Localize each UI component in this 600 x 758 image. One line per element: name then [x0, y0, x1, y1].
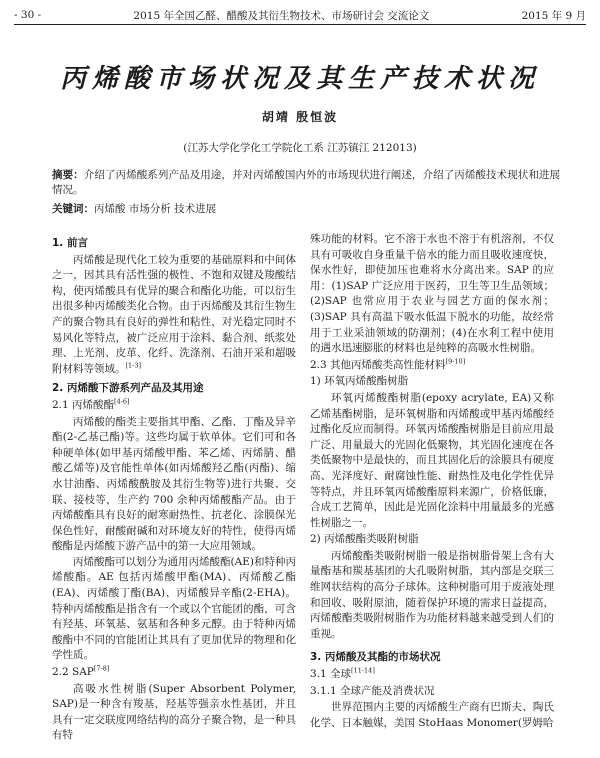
abstract-text: 介绍了丙烯酸系列产品及用途，并对丙烯酸国内外的市场现状进行阐述，介绍了丙烯酸技术现状和进展情况。	[52, 169, 561, 196]
paragraph: 殊功能的材料。它不溶于水也不溶于有机溶剂，不仅具有可吸收自身重量千倍水的能力而且吸收速度快，保水性好，即使加压也难将水分离出来。SAP 的应用：(1)SAP 广泛应用于医药，卫生等卫生品领域；(2)SAP 也常应用于农业与园艺方面的保水剂；(3)SAP 具有高温下吸水低温下脱水的功能，故经常用于工业采油领域的防潮剂；(4)在水利工程中使用的遇水迅速膨胀的材料也是纯粹的高吸水性树脂。	[310, 233, 554, 355]
subsection-heading: 2.2 SAP[7-8]	[52, 664, 110, 679]
page-number: - 30 -	[14, 9, 42, 21]
paragraph: 丙烯酸酯可以划分为通用丙烯酸酯(AE)和特种丙烯酸酯。AE 包括丙烯酸甲酯(MA)、丙烯酸乙酯(EA)、丙烯酸丁酯(BA)、丙烯酸异辛酯(2-EHA)。特种丙烯酸酯是指含有一个或以个官能团的酯，可含有羟基、环氧基、氨基和各种多元醇。由于特种丙烯酸酯中不同的官能团让其具有了更加优异的物理和化学性质。	[52, 555, 296, 662]
citation: [11-14]	[351, 666, 375, 675]
paragraph: 环氧丙烯酸酯树脂(epoxy acrylate, EA)又称乙烯基酯树脂，是环氧树脂和丙烯酸或甲基丙烯酸经过酯化反应而制得。环氧丙烯酸酯树脂是目前应用最广泛、用量最大的光固化低聚物，其光固化速度在各类低聚物中是最快的，而且其固化后的涂膜具有硬度高、光泽度好、耐腐蚀性能、耐热性及电化学性优异等特点，并且环氧丙烯酸酯原料来源广，价格低廉，合成工艺简单，因此是光固化涂料中用量最多的光感性树脂之一。	[310, 391, 554, 529]
citation: [9-10]	[445, 357, 466, 366]
keywords-text: 丙烯酸 市场分析 技术进展	[94, 203, 217, 215]
subsection-heading: 2.1 丙烯酸酯[4-6]	[52, 397, 130, 411]
citation: [7-8]	[93, 664, 110, 673]
keywords-label: 关键词：	[52, 203, 94, 215]
paper-title: 丙烯酸市场状况及其生产技术状况	[59, 64, 540, 94]
affiliation: (江苏大学化学化工学院化工系 江苏镇江 212013)	[183, 142, 417, 154]
paragraph: 丙烯酸酯类吸附树脂一般是指树脂骨架上含有大量酯基和羰基基团的大孔吸附树脂，其内部是交联三维网状结构的高分子球体。这种树脂可用于废液处理和回收、吸附原油，随着保护环境的需求日益提高，丙烯酸酯类吸附树脂作为功能材料越来越受到人们的重视。	[310, 549, 554, 640]
issue-date: 2015 年 9 月	[521, 9, 586, 22]
paragraph: 丙烯酸是现代化工较为重要的基础原料和中间体之一，因其具有活性强的极性、不饱和双键及羧酸结构，使丙烯酸具有优异的聚合和酯化功能，可以衍生出很多种丙烯酸类化合物。由于丙烯酸及其衍生物生产的聚合物具有良好的弹性和粘性，对光稳定同时不易风化等特点，被广泛应用于涂料、黏合剂、纸浆处理、上光剂、皮革、化纤、洗涤剂、石油开采和超吸附材料等领域。[1-3]	[52, 253, 296, 375]
conference-name: 2015 年全国乙醛、醋酸及其衍生物技术、市场研讨会 交流论文	[133, 9, 430, 22]
section-heading: 2. 丙烯酸下游系列产品及其用途	[52, 382, 204, 395]
paragraph: 高吸水性树脂(Super Absorbent Polymer, SAP)是一种含有羧基，羟基等强亲水性基团，并且具有一定交联度网络结构的高分子聚合物，是一种具有特	[52, 682, 296, 742]
abstract-label: 摘要：	[52, 169, 84, 181]
left-column	[52, 232, 296, 744]
section-heading: 3. 丙烯酸及其酯的市场状况	[310, 651, 441, 664]
subsection-heading: 2.3 其他丙烯酸类高性能材料[9-10]	[310, 357, 466, 371]
list-heading: 1) 环氧丙烯酸酯树脂	[310, 375, 409, 388]
paragraph: 丙烯酸的酯类主要指其甲酯、乙酯、丁酯及异辛酯(2-乙基己酯)等。这些均属于软单体。它们可和各种硬单体(如甲基丙烯酸甲酯、苯乙烯、丙烯腈、醋酸乙烯等)及官能性单体(如丙烯酸羟乙酯(丙酯)、缩水甘油酯、丙烯酸酰胺及其衍生物等)进行共聚、交联、接枝等，生产约 700 余种丙烯酸酯产品。由于丙烯酸酯具有良好的耐寒耐热性、抗老化、涂膜保光保色性好，耐酸耐碱和对环境友好的特性，使得丙烯酸酯是丙烯酸下游产品中的第一大应用领域。	[52, 415, 296, 553]
authors: 胡靖 殷恒波	[261, 110, 339, 124]
citation: [4-6]	[114, 397, 130, 406]
section-heading: 1. 前言	[52, 237, 88, 249]
paragraph: 世界范围内主要的丙烯酸生产商有巴斯夫、陶氏化学、日本触媒，美国 StoHaas Monomer(罗姆哈	[310, 701, 554, 729]
right-column	[310, 232, 554, 731]
keywords	[52, 201, 560, 216]
citation: [1-3]	[125, 361, 142, 370]
subsection-heading: 3.1 全球[11-14]	[310, 666, 375, 681]
subsection-heading: 3.1.1 全球产能及消费状况	[310, 684, 435, 697]
abstract	[52, 168, 560, 198]
running-header	[14, 6, 586, 25]
list-heading: 2) 丙烯酸酯类吸附树脂	[310, 533, 419, 546]
